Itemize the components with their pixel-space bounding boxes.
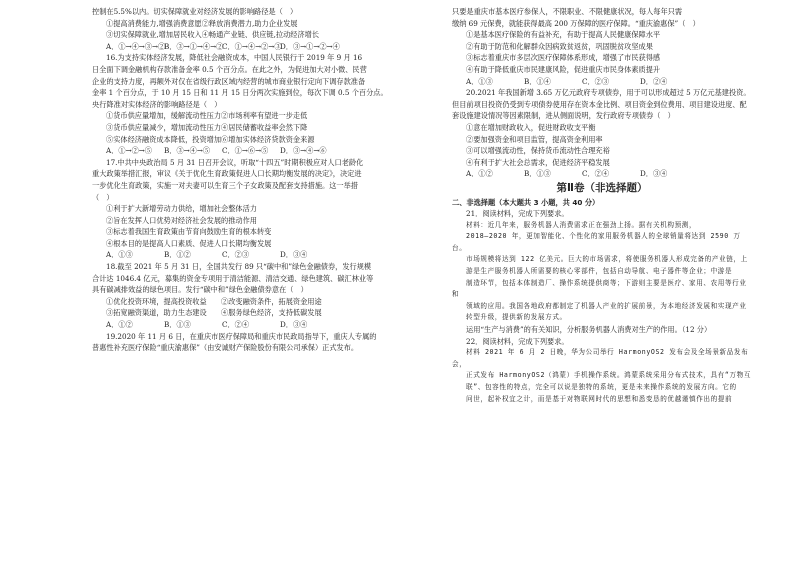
choice-a: A．①→②→⑤	[106, 146, 152, 156]
q21-material-line: 2018—2020 年，更加智能化、个性化的家用服务机器人的全球销量将达到 2590 万台。	[452, 232, 741, 252]
q21-material-line: 游是生产服务机器人所需要的核心零部件，包括自动导航、电子器件等企业；中游是	[466, 267, 733, 276]
choice-c: C．②③	[582, 76, 610, 86]
q20-stem-line: 但目前项目投资仍受到专项债券使用存在资本金比例、项目资金到位费用、项目建设进度、配	[452, 99, 747, 109]
q16-choices	[92, 145, 404, 157]
q20-option-line: ③可以增强流动性，保持货币流动性合理充裕	[466, 146, 610, 156]
q18-choices	[92, 319, 404, 331]
choice-d: D．③④	[280, 320, 308, 330]
q22-material-line: 联”、包容性的特点，完全可以说是独特的系统，更是未来操作系统的发展方向。它的	[466, 383, 737, 391]
q21-material-line: 市场规模将达到 122 亿美元。巨大的市场需求，将使服务机器人形成完备的产业链，上	[466, 255, 748, 264]
q21-material-line: 制造环节，包括本体制造厂、操作系统提供商等；下游则主要是医疗、家用、农用等行业和	[452, 278, 747, 299]
choice-b: B．①③	[524, 169, 551, 179]
q21-material-line: 转型升级，提供新的发展方式。	[466, 313, 567, 322]
choice-a: A．①②	[106, 320, 133, 330]
q17-stem-line: 17.中共中央政治局 5 月 31 日召开会议，听取“十四五”时期积极应对人口老龄化	[106, 157, 364, 167]
q16-option-line: ③货币供应量减少，增加流动性压力④居民储蓄收益率会然下降	[106, 122, 308, 132]
q20-option-line: ①意在增加财政收入，促进财政收支平衡	[466, 122, 596, 132]
q19-stem-line: 普惠性补充医疗保险“重庆渝惠保”（由安诚财产保险股份有限公司承保）正式发布。	[92, 343, 359, 353]
q21-material-line: 领域的应用。我国各地政府都制定了机器人产业的扩展前景，为本地经济发展和实现产业	[466, 301, 747, 310]
choice-d: D．②④	[640, 76, 668, 86]
q16-stem-line: 日全面下调金融机构存款准备金率 0.5 个百分点。在此之外，为促进加大对小微、民营	[92, 64, 367, 74]
q17-stem-line: 重大政策举措汇报，审议《关于优化生育政策促进人口长期均衡发展的决定》，决定进	[92, 169, 362, 179]
q15-stem-tail: 控制在5.5%以内。切实保障就业对经济发展的影响路径是（ ）	[92, 7, 298, 16]
q17-stem-line: （ ）	[92, 192, 114, 202]
q16-option-line: ⑤实体经济融资成本降低，投资增加⑥增加实体经济贷款资金来源	[106, 134, 315, 144]
q20-choices	[452, 168, 752, 180]
q19-option-line: ③标志着重庆市多层次医疗保障体系形成，增强了市民获得感	[466, 53, 661, 63]
q17-option-line: ②旨在发挥人口优势对经济社会发展的推动作用	[106, 215, 257, 225]
q22-head: 22．阅读材料，完成下列要求。	[466, 336, 569, 346]
left-column	[92, 6, 404, 354]
q16-stem-line: 金率 1 个百分点，于 10 月 15 日和 11 月 15 日分两次实施到位，每次下调 0.5 个百分点。	[92, 88, 388, 98]
q19-option-line: ②有助于防范和化解群众因病致贫返贫，巩固脱贫攻坚成果	[466, 41, 653, 51]
q22-material-line: 问世，起补权宜之计，而是基于对物联网时代的思想和悉变恳的优越谨慎作出的提前	[466, 394, 733, 403]
q15-choices	[92, 41, 404, 53]
q22-material-line: 材料 2021 年 6 月 2 日晚，华为公司举行 HarmonyOS2 发布会及全场景新品发布会，	[452, 348, 749, 368]
q21-material-line: 材料：近几年来，服务机器人消费需求正在强劲上扬。据有关机构预测，	[466, 220, 697, 229]
choice-c: C．②④	[222, 320, 250, 330]
q22-material-line: 正式发布 HarmonyOS2（鸿蒙）手机操作系统。鸿蒙系统采用分布式技术，具有“万物互	[466, 371, 752, 380]
choice-d: D．③④	[280, 250, 308, 260]
choice-d: D．③④	[640, 169, 668, 179]
q15-option-line: ③切实保障就业,增加居民收入④畅通产业链、供应链,拉动经济增长	[106, 30, 320, 40]
q18-option-line: ①优化投资环境，提高投资收益 ②改变融资条件，拓展资金用途	[106, 296, 322, 306]
q17-option-line: ①利于扩大新增劳动力供给，增加社会整体活力	[106, 204, 257, 214]
q16-stem-line: 16.为支持实体经济发展，降低社会融资成本，中国人民银行于 2019 年 9 月 16	[106, 53, 363, 63]
q18-stem-line: 18.截至 2021 年 5 月 31 日，全国共发行 89 只“碳中和”绿色金融债券，发行规模	[106, 262, 372, 272]
choice-c: C．②④	[582, 169, 610, 179]
choice-b: B．①③	[164, 320, 191, 330]
q20-option-line: ④有利于扩大社会总需求，促进经济平稳发展	[466, 157, 610, 167]
section-2-heading: 二、非选择题（本大题共 3 小题，共 40 分）	[452, 197, 600, 207]
q17-choices	[92, 249, 404, 261]
choice-a: A．①②	[466, 169, 493, 179]
q21-task: 运用“生产与消费”的有关知识，分析服务机器人消费对生产的作用。（12 分）	[466, 325, 712, 335]
choice-d: D．③→①→②→④	[280, 41, 340, 51]
choice-b: B．③→①→④→②	[164, 41, 224, 51]
q16-option-line: ①货币供应量增加，缓解流动性压力②市场利率有望进一步走低	[106, 111, 308, 121]
q18-stem-line: 合计达 1046.4 亿元，募集的资金专项用于清洁能源、清洁交通、绿色建筑、碳汇林业等	[92, 273, 374, 283]
choice-b: B．①④	[524, 76, 551, 86]
q19-stem-line: 19.2020 年 11 月 6 日，在重庆市医疗保障局和重庆市民政局指导下，重庆人专属的	[106, 331, 377, 341]
q19-option-line: ④有助于降低重庆市民建康风险，促进重庆市民身体素质提升	[466, 64, 661, 74]
q20-option-line: ②要加强资金和项目监管，提高资金利用率	[466, 134, 603, 144]
choice-a: A．①→④→③→②	[106, 41, 166, 51]
choice-c: C．①→④→②→③	[222, 41, 282, 51]
choice-b: B．①②	[164, 250, 191, 260]
section-2-title: 第Ⅱ卷（非选择题）	[556, 181, 648, 194]
q20-stem-line: 20.2021 年我国新增 3.65 万亿元政府专项债券，用于可以形成超过 5 万亿元基建投资。	[466, 88, 751, 98]
choice-c: C．②③	[222, 250, 250, 260]
q21-head: 21．阅读材料，完成下列要求。	[466, 209, 569, 219]
choice-c: C．①→⑥→⑤	[222, 146, 269, 156]
q17-stem-line: 一步优化生育政策，实施一对夫妻可以生育三个子女政策及配套支持措施。这一举措	[92, 180, 358, 190]
q19-option-line: ①是基本医疗保险的有益补充，有助于提高人民健康保障水平	[466, 30, 661, 40]
q17-option-line: ④根本目的是提高人口素质、促进人口长期均衡发展	[106, 238, 272, 248]
q15-option-line: ①提高消费能力,增强消费意愿②释放消费潜力,助力企业发展	[106, 18, 298, 28]
q16-stem-line: 企业的支持力度，再额外对仅在省级行政区域内经营的城市商业银行定向下调存款准备	[92, 76, 366, 86]
choice-a: A．①③	[466, 76, 493, 86]
q19-stem-line: 只要是重庆市基本医疗参保人，不限职业、不限健康状况，每人每年只需	[452, 7, 683, 16]
choice-b: B．③→④→⑤	[164, 146, 211, 156]
q16-stem-line: 央行降准对实体经济的影响路径是（ ）	[92, 99, 222, 109]
q18-stem-line: 具有碳减排效益的绿色项目。发行“碳中和”绿色金融债券意在（ ）	[92, 285, 308, 295]
right-column	[452, 6, 752, 405]
choice-d: D．③→④→⑥	[280, 146, 327, 156]
q19-choices	[452, 76, 752, 88]
q19-stem-line: 缴纳 69 元保费，就能获得最高 200 万保障的医疗保障。“重庆渝惠保”（ ）	[452, 18, 700, 28]
q17-option-line: ③标志着我国生育政策由节育向鼓励生育的根本转变	[106, 227, 272, 237]
q20-stem-line: 套设施建设情况等因素限制，进从侧面说明，发行政府专项债券（ ）	[452, 111, 675, 121]
q18-option-line: ③拓宽融资渠道，助力生态建设 ④服务绿色经济，支持低碳发展	[106, 308, 322, 318]
choice-a: A．①③	[106, 250, 133, 260]
